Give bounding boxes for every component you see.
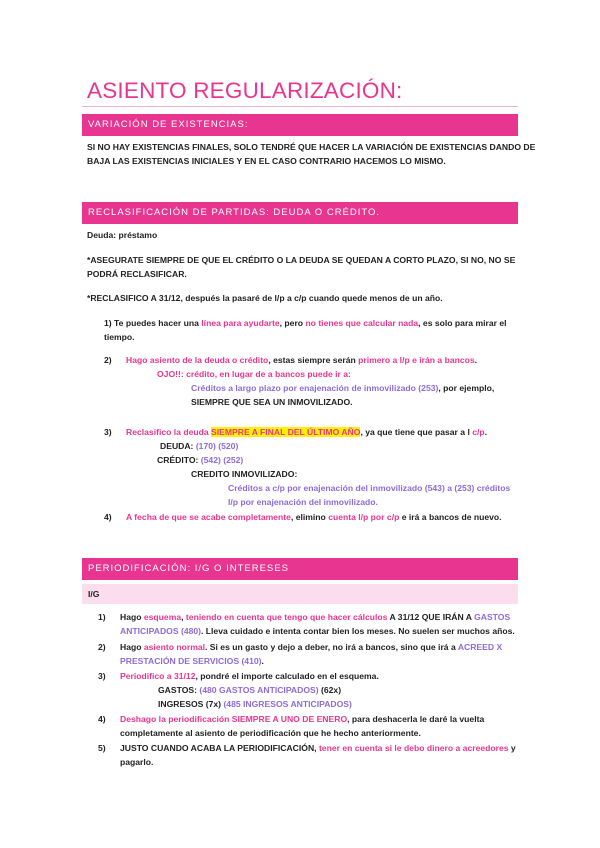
account-name: ANTICIPADOS (480)	[120, 626, 202, 636]
deuda-accounts	[160, 439, 238, 453]
item-highlight: Deshago la periodificación SIEMPRE A UNO DE ENERO	[120, 714, 348, 724]
item-text: .	[261, 656, 264, 666]
item-number: 1)	[98, 612, 106, 622]
item-highlight: teniendo en cuenta que tengo que hacer cálculos	[185, 612, 388, 622]
asegurate-line1: *ASEGURATE SIEMPRE DE QUE EL CRÉDITO O LA DEUDA SE QUEDAN A CORTO PLAZO, SI NO, NO SE	[87, 255, 516, 265]
ingresos-accounts	[158, 697, 352, 711]
reclas-item-4	[104, 510, 502, 524]
account-codes: (62x)	[318, 685, 342, 695]
reclas-item-3	[104, 425, 487, 439]
item-text: ,	[181, 612, 186, 622]
item-text: , estas siempre serán	[268, 355, 359, 365]
account-codes: (170) (520)	[195, 441, 239, 451]
section-header-periodificacion: PERIODIFICACIÓN: I/G O INTERESES	[82, 558, 518, 580]
reclas-item-1	[104, 316, 507, 330]
item-text: , por ejemplo,	[438, 383, 495, 393]
item-text: e irá a bancos de nuevo.	[399, 512, 502, 522]
asegurate-line2: PODRÁ RECLASIFICAR.	[87, 269, 187, 279]
item-text: . Si es un gasto y dejo a deber, no irá a bancos, sino que irá a	[205, 642, 458, 652]
item-text: , es solo para mirar el	[418, 318, 507, 328]
account-name: ACREED X	[457, 642, 503, 652]
account-name: (485 INGRESOS ANTICIPADOS)	[223, 699, 352, 709]
item-text: y	[508, 743, 516, 753]
item-text: Te puedes hacer una	[114, 318, 202, 328]
item-highlight: primero a l/p e irán a bancos	[358, 355, 475, 365]
gastos-accounts	[158, 683, 341, 697]
item-highlight: esquema	[143, 612, 182, 622]
credito-accounts	[157, 453, 243, 467]
account-name: GASTOS	[474, 612, 511, 622]
subheader-ig-bar	[82, 584, 518, 604]
account-label: DEUDA:	[160, 441, 196, 451]
title-underline	[82, 106, 518, 107]
periodif-item-5-cont: pagarlo.	[120, 757, 154, 767]
periodif-item-2	[98, 640, 502, 654]
item-text: , pondré el importe calculado en el esquema.	[195, 671, 379, 681]
variacion-text-line1: SI NO HAY EXISTENCIAS FINALES, SOLO TENDRÉ QUE HACER LA VARIACIÓN DE EXISTENCIAS DANDO DE	[87, 142, 536, 152]
section-header-variacion: VARIACIÓN DE EXISTENCIAS:	[82, 114, 518, 136]
item-highlight: A fecha de que se acabe completamente	[126, 512, 291, 522]
item-highlight: no tienes que calcular nada	[305, 318, 419, 328]
item-text: , pero	[279, 318, 306, 328]
item-highlight: Periodifico a 31/12	[120, 671, 196, 681]
periodif-item-2-cont	[120, 654, 264, 668]
credito-inmovilizado-line1: Créditos a c/p por enajenación del inmovilizado (543) a (253) créditos	[228, 483, 511, 493]
account-label: INGRESOS (7x)	[158, 699, 224, 709]
item-highlight: asiento normal	[143, 642, 206, 652]
item-number: 5)	[98, 743, 106, 753]
item-text: Hago	[120, 612, 144, 622]
periodif-item-4-cont: completamente al asiento de periodificación que he hecho anteriormente.	[120, 728, 421, 738]
item-number: 2)	[104, 355, 112, 365]
item-number: 4)	[98, 714, 106, 724]
periodif-item-4	[98, 712, 484, 726]
periodif-item-5	[98, 741, 516, 755]
item-number: 3)	[98, 671, 106, 681]
page-title: ASIENTO REGULARIZACIÓN:	[87, 78, 403, 103]
item-highlight: línea para ayudarte	[201, 318, 280, 328]
highlighted-text: SIEMPRE A FINAL DEL ÚLTIMO AÑO	[211, 427, 361, 437]
item-text: Hago	[120, 642, 144, 652]
item-number: 1)	[104, 318, 112, 328]
item-highlight: tener en cuenta si le debo dinero a acreedores	[318, 743, 509, 753]
item-text: JUSTO CUANDO ACABA LA PERIODIFICACIÓN,	[120, 743, 319, 753]
account-label: GASTOS:	[158, 685, 200, 695]
item-highlight: c/p	[472, 427, 485, 437]
item-number: 2)	[98, 642, 106, 652]
item-text: .	[484, 427, 488, 437]
item-text: . Lleva cuidado e intenta contar bien los meses. No suelen ser muchos años.	[201, 626, 515, 636]
account-name: PRESTACIÓN DE SERVICIOS (410)	[120, 656, 262, 666]
reclas-item-2	[104, 353, 477, 367]
item-text: A 31/12 QUE IRÁN A	[387, 612, 475, 622]
credito-inmovilizado-label: CREDITO INMOVILIZADO:	[191, 469, 298, 479]
deuda-label: Deuda: préstamo	[87, 230, 158, 240]
item-number: 3)	[104, 427, 112, 437]
credito-largo-plazo	[191, 381, 494, 395]
item-highlight: Reclasifico la deuda	[126, 427, 212, 437]
credito-inmovilizado-line2: l/p por enajenación del inmovilizado.	[228, 497, 378, 507]
account-name: Créditos a largo plazo por enajenación de inmovilizado (253)	[191, 383, 439, 393]
account-label: CRÉDITO:	[157, 455, 201, 465]
periodif-item-1	[98, 610, 510, 624]
siempre-inmovilizado: SIEMPRE QUE SEA UN INMOVILIZADO.	[191, 397, 353, 407]
section-header-reclasificacion: RECLASIFICACIÓN DE PARTIDAS: DEUDA O CRÉDITO.	[82, 202, 518, 224]
reclas-item-1-cont: tiempo.	[104, 332, 135, 342]
item-text: , elimino	[290, 512, 329, 522]
periodif-item-3	[98, 669, 379, 683]
reclasifico-note: *RECLASIFICO A 31/12, después la pasaré de l/p a c/p cuando quede menos de un año.	[87, 293, 443, 303]
subheader-ig: I/G	[88, 589, 100, 599]
item-text: , ya que tiene que pasar a l	[360, 427, 473, 437]
account-name: (480 GASTOS ANTICIPADOS)	[199, 685, 319, 695]
item-text: .	[474, 355, 478, 365]
item-highlight: Hago asiento de la deuda o crédito	[126, 355, 269, 365]
item-text: , para deshacerla le daré la vuelta	[347, 714, 485, 724]
item-highlight: cuenta l/p por c/p	[328, 512, 400, 522]
item-number: 4)	[104, 512, 112, 522]
variacion-text-line2: BAJA LAS EXISTENCIAS INICIALES Y EN EL CASO CONTRARIO HACEMOS LO MISMO.	[87, 156, 446, 166]
periodif-item-1-cont	[120, 624, 515, 638]
account-codes: (542) (252)	[200, 455, 244, 465]
ojo-note: OJO!!: crédito, en lugar de a bancos puede ir a:	[157, 369, 351, 379]
